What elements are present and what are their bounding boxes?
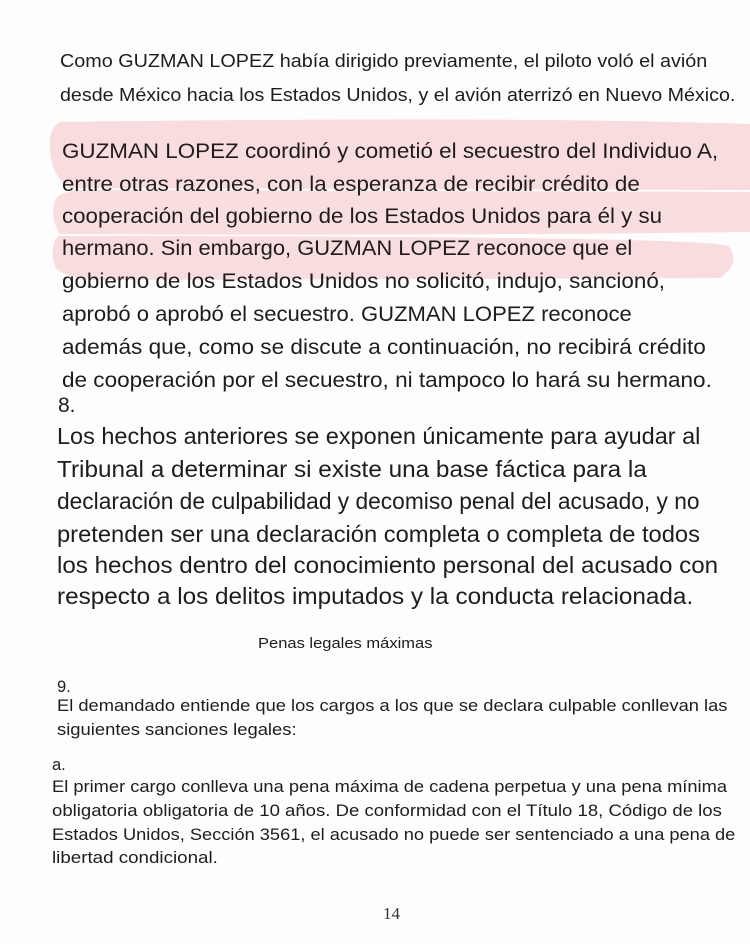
section-8-line: declaración de culpabilidad y decomiso penal del acusado, y no [57,488,700,514]
section-8-line: respecto a los delitos imputados y la conducta relacionada. [57,583,694,609]
section-a-line: libertad condicional. [52,849,218,867]
section-a-line: El primer cargo conlleva una pena máxima de cadena perpetua y una pena mínima [52,778,728,796]
highlighted-line: además que, como se discute a continuación, no recibirá crédito [62,336,706,359]
highlighted-line: aprobó o aprobó el secuestro. GUZMAN LOPEZ reconoce [62,303,632,326]
highlighted-line: entre otras razones, con la esperanza de recibir crédito de [62,173,640,196]
intro-line: Como GUZMAN LOPEZ había dirigido previamente, el piloto voló el avión [60,51,708,71]
section-a-line: obligatoria obligatoria de 10 años. De conformidad con el Título 18, Código de los [52,802,722,820]
section-8-line: Los hechos anteriores se exponen únicamente para ayudar al [57,423,701,449]
section-a-number: a. [52,756,66,774]
section-8-line: pretenden ser una declaración completa o completa de todos [57,521,700,547]
intro-line: desde México hacia los Estados Unidos, y el avión aterrizó en Nuevo México. [60,85,736,105]
section-9-line: siguientes sanciones legales: [57,721,297,739]
highlighted-line: hermano. Sin embargo, GUZMAN LOPEZ reconoce que el [62,237,633,260]
section-8-line: los hechos dentro del conocimiento personal del acusado con [57,552,719,578]
section-8-line: Tribunal a determinar si existe una base fáctica para la [57,456,647,482]
highlighted-line: gobierno de los Estados Unidos no solicitó, indujo, sancionó, [62,270,666,293]
highlighted-line: cooperación del gobierno de los Estados Unidos para él y su [62,205,663,228]
section-9-line: El demandado entiende que los cargos a los que se declara culpable conllevan las [57,697,728,715]
page-number: 14 [383,904,400,923]
section-a-line: Estados Unidos, Sección 3561, el acusado no puede ser sentenciado a una pena de [52,826,736,844]
section-8-number: 8. [58,394,76,417]
highlighted-line: GUZMAN LOPEZ coordinó y cometió el secuestro del Individuo A, [62,140,719,163]
section-heading: Penas legales máximas [258,635,433,652]
highlighted-line: de cooperación por el secuestro, ni tampoco lo hará su hermano. [62,369,712,392]
section-9-number: 9. [57,678,71,696]
